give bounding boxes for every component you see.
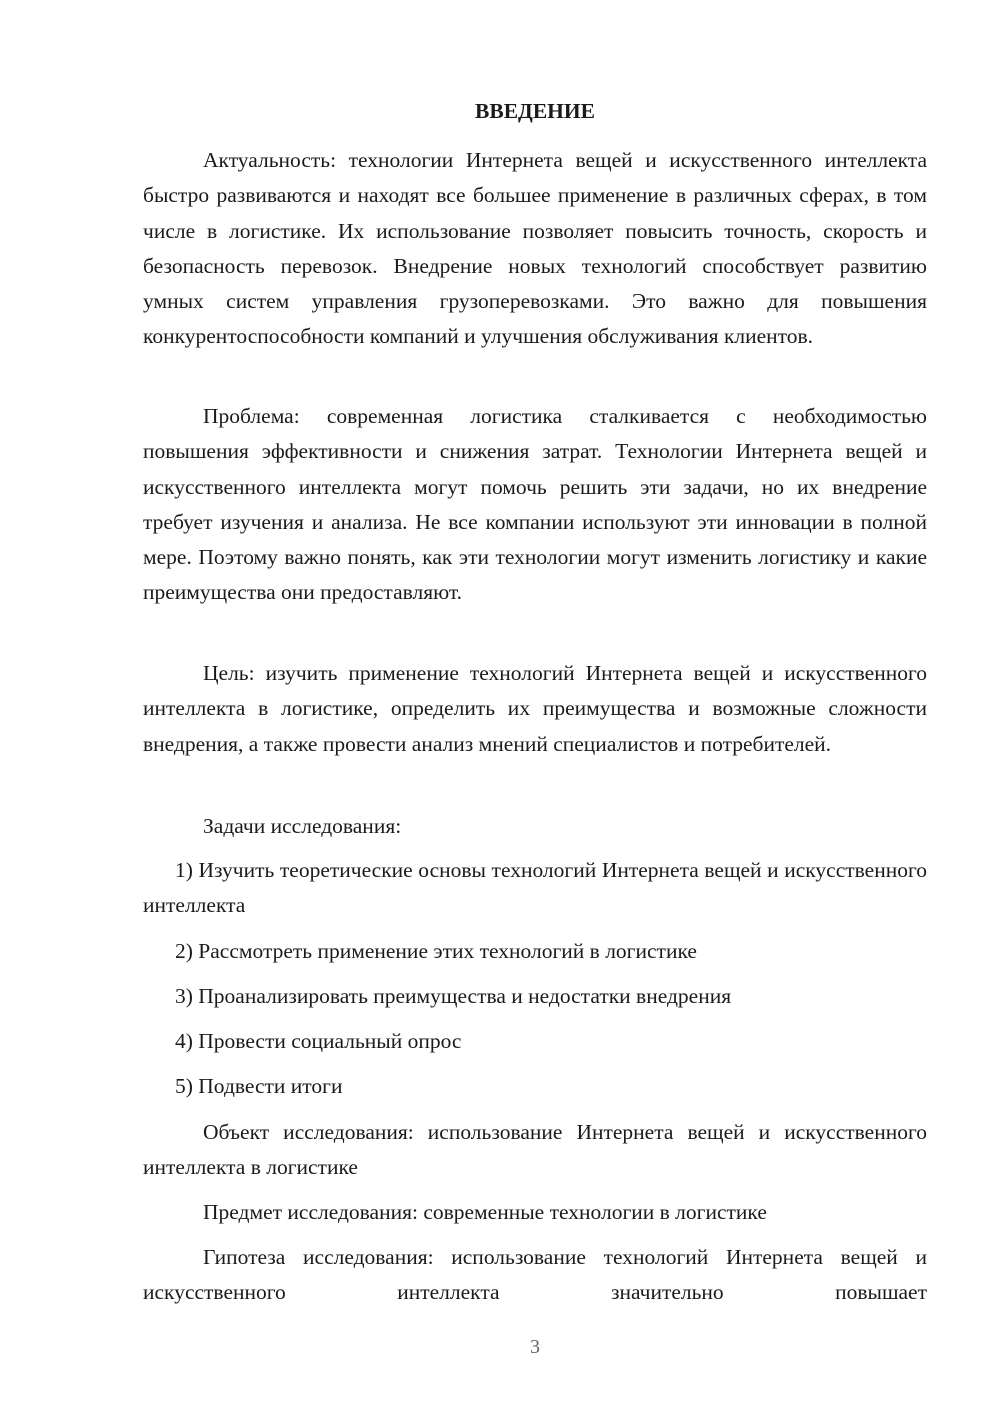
task-item-2: 2) Рассмотреть применение этих технологий в логистике [175,939,697,963]
paragraph-relevance: Актуальность: технологии Интернета вещей и искусственного интеллекта быстро развиваются и находят все большее применение в различных сферах, в том числе в логистике. Их использование позволяет повысить точность, скорость и безопасность перевозок. Внедрение новых технологий способствует развитию умных систем управления грузоперевозками. Это важно для повышения конкурентоспособности компаний и улучшения обслуживания клиентов. [143,148,927,349]
page-heading: ВВЕДЕНИЕ [475,99,595,123]
task-item-5: 5) Подвести итоги [175,1074,343,1098]
task-item-3: 3) Проанализировать преимущества и недостатки внедрения [175,984,732,1008]
paragraph-hypothesis: Гипотеза исследования: использование технологий Интернета вещей и искусственного интеллекта значительно повышает [143,1245,927,1305]
paragraph-subject: Предмет исследования: современные технологии в логистике [203,1200,767,1224]
paragraph-problem: Проблема: современная логистика сталкивается с необходимостью повышения эффективности и снижения затрат. Технологии Интернета вещей и искусственного интеллекта могут помочь решить эти задачи, но их внедрение требует изучения и анализа. Не все компании используют эти инновации в полной мере. Поэтому важно понять, как эти технологии могут изменить логистику и какие преимущества они предоставляют. [143,404,927,605]
task-item-4: 4) Провести социальный опрос [175,1029,462,1053]
paragraph-object: Объект исследования: использование Интернета вещей и искусственного интеллекта в логистике [143,1120,927,1180]
tasks-title: Задачи исследования: [203,814,402,838]
task-item-1: 1) Изучить теоретические основы технологий Интернета вещей и искусственного интеллекта [143,858,927,918]
page-number: 3 [530,1336,540,1358]
paragraph-goal: Цель: изучить применение технологий Интернета вещей и искусственного интеллекта в логистике, определить их преимущества и возможные сложности внедрения, а также провести анализ мнений специалистов и потребителей. [143,661,927,756]
